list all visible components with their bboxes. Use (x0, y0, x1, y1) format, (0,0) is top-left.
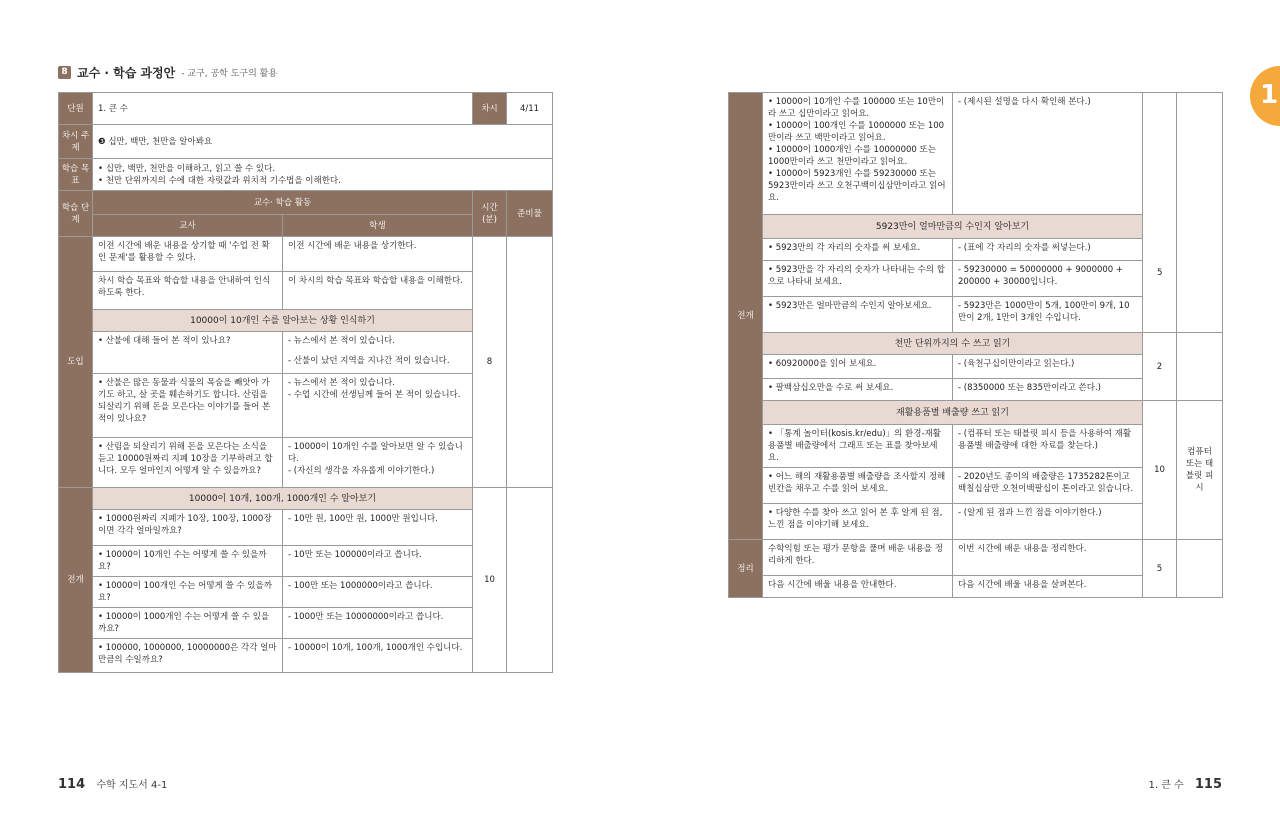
lesson-plan-table-right (728, 92, 1223, 598)
intro-teacher-2: 차시 학습 목표와 학습할 내용을 안내하여 인식하도록 한다. (93, 272, 283, 310)
period-label: 차시 (473, 93, 507, 125)
wrap-student-2: 다음 시간에 배울 내용을 살펴본다. (953, 576, 1143, 598)
intro-time: 8 (473, 237, 507, 488)
wrap-teacher-1: 수학익힘 또는 평가 문항을 풀며 배운 내용을 정리하게 한다. (763, 540, 953, 576)
sec3-student-1: - (컴퓨터 또는 태블릿 피시 등을 사용하여 재활용품별 배출량에 대한 자료를 찾는다.) (953, 425, 1143, 468)
sec3-teacher-2: • 어느 해의 재활용품별 배출량을 조사할지 정해 빈칸을 채우고 수를 읽어 보세요. (763, 468, 953, 504)
sec3-student-3: - (알게 된 점과 느낀 점을 이야기한다.) (953, 504, 1143, 540)
intro2-student-1b: - 산불이 났던 지역을 지나간 적이 있습니다. (288, 356, 450, 366)
intro-prep (507, 237, 553, 488)
dev-teacher-1: • 10000원짜리 지폐가 10장, 100장, 1000장이면 각각 얼마일까요? (93, 510, 283, 546)
sec1-teacher-1: • 5923만의 각 자리의 숫자를 써 보세요. (763, 239, 953, 261)
sec3-student-2: - 2020년도 종이의 배출량은 1735282톤이고 백칠십삼만 오천이백팔십이 톤이라고 읽습니다. (953, 468, 1143, 504)
sec2-teacher-2: • 팔백삼십오만을 수로 써 보세요. (763, 379, 953, 401)
wrap-student-1: 이번 시간에 배운 내용을 정리한다. (953, 540, 1143, 576)
unit-label: 단원 (59, 93, 93, 125)
page-number-right: 115 (1194, 777, 1222, 792)
lesson-plan-table-left (58, 92, 553, 673)
wrap-prep (1177, 540, 1223, 598)
sec2-prep (1177, 333, 1223, 401)
sec3-prep: 컴퓨터 또는 태블릿 피시 (1177, 401, 1223, 540)
top-teacher-1: • 10000이 10개인 수를 100000 또는 10만이라 쓰고 십만이라고 읽어요. (768, 97, 945, 119)
chapter-tab (1250, 66, 1280, 126)
intro2-student-3b: - (자신의 생각을 자유롭게 이야기한다.) (288, 466, 435, 476)
intro2-student-2 (283, 374, 473, 438)
dev-time: 10 (473, 488, 507, 673)
goal-1: • 십만, 백만, 천만을 이해하고, 읽고 쓸 수 있다. (98, 163, 276, 174)
intro2-student-3 (283, 438, 473, 488)
dev-stage: 전개 (59, 488, 93, 673)
prep-label: 준비물 (507, 191, 553, 237)
dev-student-3: - 100만 또는 1000000이라고 씁니다. (283, 577, 473, 608)
dev-section-title: 10000이 10개, 100개, 1000개인 수 알아보기 (93, 488, 473, 510)
section-number: 8 (58, 66, 71, 79)
footer-book-title: 수학 지도서 4-1 (96, 780, 168, 791)
section-subtitle: - 교구, 공학 도구의 활용 (181, 69, 278, 79)
sec1-prep (1177, 93, 1223, 333)
wrap-time: 5 (1143, 540, 1177, 598)
sec1-teacher-2: • 5923만을 각 자리의 숫자가 나타내는 수의 합으로 나타내 보세요. (763, 261, 953, 297)
sec2-student-1: - (육천구십이만이라고 읽는다.) (953, 355, 1143, 379)
stage-label: 학습 단계 (59, 191, 93, 237)
goal-2: • 천만 단위까지의 수에 대한 자릿값과 위치적 기수법을 이해한다. (98, 175, 341, 186)
sec3-time: 10 (1143, 401, 1177, 540)
dev-teacher-4: • 10000이 1000개인 수는 어떻게 쓸 수 있을까요? (93, 608, 283, 639)
student-label: 학생 (283, 215, 473, 237)
topic-value: ❸ 십만, 백만, 천만을 알아봐요 (93, 125, 553, 159)
intro2-student-1 (283, 332, 473, 374)
intro-student-1: 이전 시간에 배운 내용을 상기한다. (283, 237, 473, 272)
intro-stage: 도입 (59, 237, 93, 488)
dev-teacher-5: • 100000, 1000000, 10000000은 각각 얼마만큼의 수일까요? (93, 639, 283, 673)
intro2-student-2b: - 수업 시간에 선생님께 들어 본 적이 있습니다. (288, 390, 461, 400)
sec3-teacher-1: • 「통계 놀이터(kosis.kr/edu)」의 환경-재활용품별 배출량에서 그래프 또는 표를 찾아보세요. (763, 425, 953, 468)
top-teacher-2: • 10000이 100개인 수를 1000000 또는 100만이라 쓰고 백만이라고 읽어요. (768, 121, 945, 143)
sec1-student-2: - 59230000 = 50000000 + 9000000 + 200000 + 30000입니다. (953, 261, 1143, 297)
sec2-title: 천만 단위까지의 수 쓰고 읽기 (763, 333, 1143, 355)
intro2-teacher-3: • 산림을 되살리기 위해 돈을 모은다는 소식을 듣고 10000원짜리 지폐 10장을 기부하려고 합니다. 모두 얼마인지 어떻게 알 수 있을까요? (93, 438, 283, 488)
sec3-title: 재활용품별 배출량 쓰고 읽기 (763, 401, 1143, 425)
period-value: 4/11 (507, 93, 553, 125)
dev-prep (507, 488, 553, 673)
top-student: - (제시된 설명을 다시 확인해 본다.) (953, 93, 1143, 215)
wrap-stage: 정리 (729, 540, 763, 598)
footer-right (1148, 776, 1222, 792)
top-teacher (763, 93, 953, 215)
footer-unit-title: 1. 큰 수 (1148, 780, 1184, 791)
goals (93, 159, 553, 191)
intro2-student-3a: - 10000이 10개인 수를 알아보면 알 수 있습니다. (288, 442, 463, 464)
dev-student-4: - 1000만 또는 10000000이라고 씁니다. (283, 608, 473, 639)
intro-teacher-1: 이전 시간에 배운 내용을 상기할 때 '수업 전 확인 문제'를 활용할 수 있다. (93, 237, 283, 272)
intro2-student-1a: - 뉴스에서 본 적이 있습니다. (288, 336, 395, 346)
page-number-left: 114 (58, 777, 86, 792)
section-title: 교수 · 학습 과정안 (77, 66, 176, 80)
wrap-teacher-2: 다음 시간에 배울 내용을 안내한다. (763, 576, 953, 598)
top-teacher-4: • 10000이 5923개인 수를 59230000 또는 5923만이라 쓰고 오천구백이십삼만이라고 읽어요. (768, 169, 946, 203)
sec1-time: 5 (1157, 268, 1163, 278)
page-header (58, 64, 277, 81)
sec2-student-2: - (8350000 또는 835만이라고 쓴다.) (953, 379, 1143, 401)
topic-label: 차시 주제 (59, 125, 93, 159)
dev-teacher-2: • 10000이 10개인 수는 어떻게 쓸 수 있을까요? (93, 546, 283, 577)
top-teacher-3: • 10000이 1000개인 수를 10000000 또는 1000만이라 쓰고 천만이라고 읽어요. (768, 145, 936, 167)
right-page (640, 0, 1280, 817)
teacher-label: 교사 (93, 215, 283, 237)
sec3-teacher-3: • 다양한 수를 찾아 쓰고 읽어 본 후 알게 된 점, 느낀 점을 이야기해 보세요. (763, 504, 953, 540)
sec2-teacher-1: • 60920000을 읽어 보세요. (763, 355, 953, 379)
chapter-tab-number: 1 (1260, 80, 1279, 110)
dev-student-5: - 10000이 10개, 100개, 1000개인 수입니다. (283, 639, 473, 673)
intro2-student-2a: - 뉴스에서 본 적이 있습니다. (288, 378, 395, 388)
intro-student-2: 이 차시의 학습 목표와 학습할 내용을 이해한다. (283, 272, 473, 310)
footer-left (58, 776, 167, 792)
sec2-time: 2 (1143, 333, 1177, 401)
intro-section-title: 10000이 10개인 수를 알아보는 상황 인식하기 (93, 310, 473, 332)
intro2-teacher-2: • 산불은 많은 동물과 식물의 목숨을 빼앗아 가기도 하고, 살 곳을 훼손하기도 합니다. 산림을 되살리기 위해 돈을 모은다는 이야기를 들어 본 적이 있나요? (93, 374, 283, 438)
sec1-student-1: - (표에 각 자리의 숫자를 써넣는다.) (953, 239, 1143, 261)
dev-student-1: - 10만 원, 100만 원, 1000만 원입니다. (283, 510, 473, 546)
right-dev-stage: 전개 (729, 93, 763, 540)
intro2-teacher-1: • 산불에 대해 들어 본 적이 있나요? (93, 332, 283, 374)
goal-label: 학습 목표 (59, 159, 93, 191)
activity-label: 교수· 학습 활동 (93, 191, 473, 215)
dev-student-2: - 10만 또는 100000이라고 씁니다. (283, 546, 473, 577)
dev-teacher-3: • 10000이 100개인 수는 어떻게 쓸 수 있을까요? (93, 577, 283, 608)
sec1-time-upper (1143, 93, 1177, 333)
time-label: 시간 (분) (473, 191, 507, 237)
sec1-teacher-3: • 5923만은 얼마만큼의 수인지 알아보세요. (763, 297, 953, 333)
sec1-student-3: - 5923만은 1000만이 5개, 100만이 9개, 10만이 2개, 1만이 3개인 수입니다. (953, 297, 1143, 333)
unit-value: 1. 큰 수 (93, 93, 473, 125)
sec1-title: 5923만이 얼마만큼의 수인지 알아보기 (763, 215, 1143, 239)
